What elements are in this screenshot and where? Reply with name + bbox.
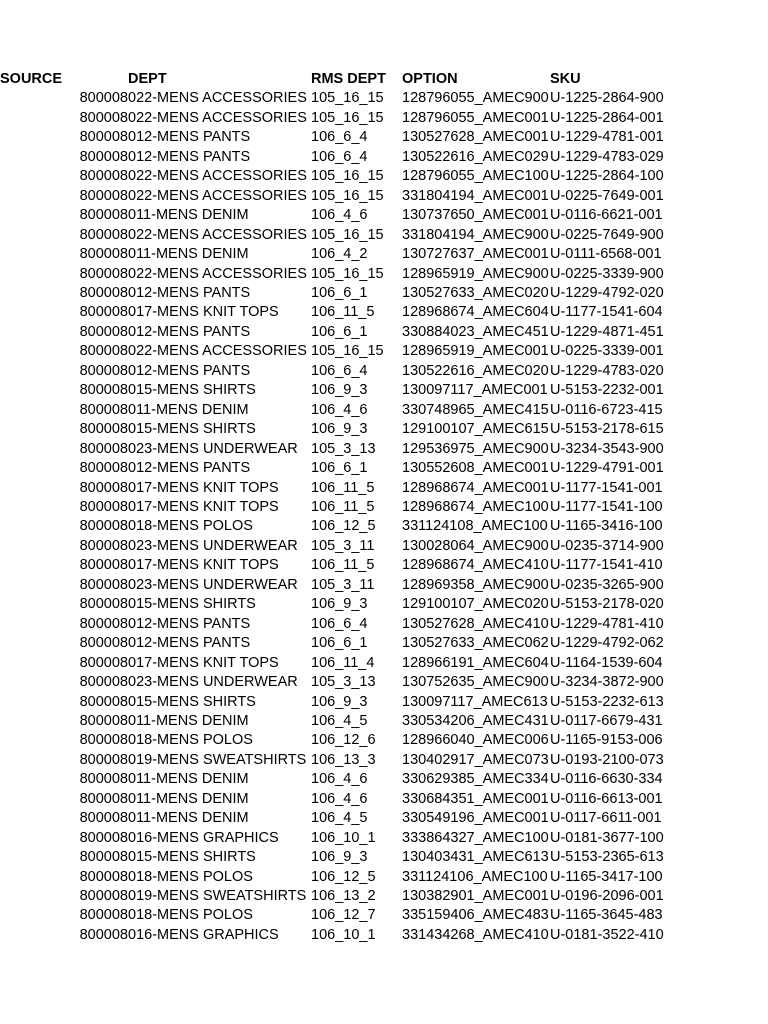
cell-rms-dept: 106_12_7 xyxy=(311,907,376,924)
table-row xyxy=(0,829,768,848)
table-row xyxy=(0,595,768,614)
table-row xyxy=(0,381,768,400)
cell-sku: U-0116-6621-001 xyxy=(550,207,663,224)
cell-sku: U-1229-4781-001 xyxy=(550,129,664,146)
cell-dept: 017-MENS KNIT TOPS xyxy=(128,479,279,496)
cell-option: 130727637_AMEC001 xyxy=(402,246,549,263)
cell-rms-dept: 105_16_15 xyxy=(311,168,384,185)
cell-rms-dept: 106_4_5 xyxy=(311,810,368,827)
cell-source: 800008 xyxy=(79,849,128,866)
cell-rms-dept: 106_4_6 xyxy=(311,401,368,418)
cell-option: 330748965_AMEC415 xyxy=(402,401,549,418)
cell-option: 331804194_AMEC900 xyxy=(402,226,549,243)
cell-option: 130752635_AMEC900 xyxy=(402,674,549,691)
cell-sku: U-0235-3714-900 xyxy=(550,537,664,554)
cell-source: 800008 xyxy=(79,382,128,399)
cell-source: 800008 xyxy=(79,888,128,905)
cell-dept: 022-MENS ACCESSORIES xyxy=(128,226,307,243)
cell-dept: 011-MENS DENIM xyxy=(128,771,249,788)
cell-source: 800008 xyxy=(79,732,128,749)
cell-option: 130527628_AMEC001 xyxy=(402,129,549,146)
table-row xyxy=(0,809,768,828)
cell-source: 800008 xyxy=(79,129,128,146)
cell-option: 128965919_AMEC900 xyxy=(402,265,549,282)
cell-source: 800008 xyxy=(79,440,128,457)
cell-rms-dept: 105_3_11 xyxy=(311,576,375,593)
cell-option: 333864327_AMEC100 xyxy=(402,829,549,846)
cell-source: 800008 xyxy=(79,109,128,126)
cell-source: 800008 xyxy=(79,168,128,185)
cell-option: 331124108_AMEC100 xyxy=(402,518,548,535)
cell-rms-dept: 106_9_3 xyxy=(311,382,368,399)
cell-dept: 011-MENS DENIM xyxy=(128,810,249,827)
table-row xyxy=(0,887,768,906)
cell-rms-dept: 106_6_4 xyxy=(311,148,368,165)
column-header-rms-dept: RMS DEPT xyxy=(311,71,386,87)
cell-rms-dept: 106_6_1 xyxy=(311,323,368,340)
cell-source: 800008 xyxy=(79,479,128,496)
cell-dept: 011-MENS DENIM xyxy=(128,207,249,224)
cell-source: 800008 xyxy=(79,246,128,263)
cell-option: 130527628_AMEC410 xyxy=(402,615,549,632)
cell-sku: U-0116-6613-001 xyxy=(550,790,663,807)
cell-dept: 017-MENS KNIT TOPS xyxy=(128,498,279,515)
cell-source: 800008 xyxy=(79,265,128,282)
table-row xyxy=(0,109,768,128)
table-row xyxy=(0,712,768,731)
cell-dept: 022-MENS ACCESSORIES xyxy=(128,187,307,204)
table-row xyxy=(0,731,768,750)
cell-source: 800008 xyxy=(79,518,128,535)
table-row xyxy=(0,556,768,575)
cell-rms-dept: 106_13_2 xyxy=(311,888,376,905)
cell-dept: 011-MENS DENIM xyxy=(128,712,249,729)
cell-rms-dept: 105_16_15 xyxy=(311,187,384,204)
cell-rms-dept: 106_4_2 xyxy=(311,246,368,263)
cell-option: 128969358_AMEC900 xyxy=(402,576,549,593)
cell-option: 129100107_AMEC020 xyxy=(402,596,549,613)
cell-rms-dept: 106_12_6 xyxy=(311,732,376,749)
cell-source: 800008 xyxy=(79,693,128,710)
cell-source: 800008 xyxy=(79,596,128,613)
table-row xyxy=(0,187,768,206)
cell-source: 800008 xyxy=(79,401,128,418)
table-row xyxy=(0,576,768,595)
cell-option: 128968674_AMEC410 xyxy=(402,557,549,574)
cell-option: 330549196_AMEC001 xyxy=(402,810,549,827)
cell-sku: U-1225-2864-900 xyxy=(550,90,664,107)
table-row xyxy=(0,848,768,867)
cell-rms-dept: 106_12_5 xyxy=(311,518,376,535)
cell-dept: 012-MENS PANTS xyxy=(128,615,251,632)
cell-source: 800008 xyxy=(79,790,128,807)
cell-sku: U-1229-4792-062 xyxy=(550,635,664,652)
cell-sku: U-5153-2232-613 xyxy=(550,693,664,710)
cell-sku: U-0181-3677-100 xyxy=(550,829,664,846)
cell-rms-dept: 106_9_3 xyxy=(311,596,368,613)
cell-dept: 011-MENS DENIM xyxy=(128,401,249,418)
cell-rms-dept: 106_12_5 xyxy=(311,868,376,885)
cell-sku: U-0235-3265-900 xyxy=(550,576,664,593)
cell-dept: 012-MENS PANTS xyxy=(128,284,251,301)
table-row xyxy=(0,342,768,361)
cell-source: 800008 xyxy=(79,207,128,224)
cell-dept: 015-MENS SHIRTS xyxy=(128,596,256,613)
table-row xyxy=(0,693,768,712)
cell-sku: U-1177-1541-001 xyxy=(550,479,663,496)
cell-dept: 022-MENS ACCESSORIES xyxy=(128,168,307,185)
cell-source: 800008 xyxy=(79,323,128,340)
cell-dept: 019-MENS SWEATSHIRTS xyxy=(128,888,307,905)
header-row xyxy=(0,70,768,89)
cell-dept: 012-MENS PANTS xyxy=(128,460,251,477)
cell-option: 130737650_AMEC001 xyxy=(402,207,549,224)
cell-rms-dept: 105_3_13 xyxy=(311,674,376,691)
table-row xyxy=(0,440,768,459)
cell-option: 128966040_AMEC006 xyxy=(402,732,549,749)
cell-option: 330884023_AMEC451 xyxy=(402,323,549,340)
table-row xyxy=(0,245,768,264)
sku-table xyxy=(0,70,768,945)
cell-source: 800008 xyxy=(79,868,128,885)
cell-rms-dept: 106_13_3 xyxy=(311,751,376,768)
cell-dept: 019-MENS SWEATSHIRTS xyxy=(128,751,307,768)
column-header-source: SOURCE xyxy=(0,71,63,87)
cell-sku: U-0225-3339-001 xyxy=(550,343,664,360)
table-body xyxy=(0,89,768,945)
cell-option: 128968674_AMEC100 xyxy=(402,498,549,515)
cell-sku: U-5153-2178-020 xyxy=(550,596,664,613)
cell-source: 800008 xyxy=(79,460,128,477)
cell-dept: 011-MENS DENIM xyxy=(128,790,249,807)
table-row xyxy=(0,906,768,925)
cell-source: 800008 xyxy=(79,557,128,574)
cell-sku: U-1225-2864-001 xyxy=(550,109,664,126)
cell-dept: 012-MENS PANTS xyxy=(128,362,251,379)
cell-rms-dept: 106_9_3 xyxy=(311,693,368,710)
cell-rms-dept: 105_16_15 xyxy=(311,90,384,107)
cell-option: 128796055_AMEC001 xyxy=(402,109,549,126)
cell-sku: U-0117-6611-001 xyxy=(550,810,662,827)
cell-option: 331124106_AMEC100 xyxy=(402,868,548,885)
cell-dept: 015-MENS SHIRTS xyxy=(128,849,256,866)
cell-option: 128968674_AMEC604 xyxy=(402,304,549,321)
table-row xyxy=(0,537,768,556)
cell-source: 800008 xyxy=(79,771,128,788)
cell-source: 800008 xyxy=(79,751,128,768)
cell-option: 128796055_AMEC900 xyxy=(402,90,549,107)
cell-sku: U-1165-3645-483 xyxy=(550,907,663,924)
table-row xyxy=(0,362,768,381)
cell-rms-dept: 105_16_15 xyxy=(311,343,384,360)
spreadsheet-page xyxy=(0,70,768,945)
cell-rms-dept: 106_6_4 xyxy=(311,362,368,379)
cell-rms-dept: 105_16_15 xyxy=(311,265,384,282)
cell-sku: U-0225-7649-001 xyxy=(550,187,664,204)
table-row xyxy=(0,401,768,420)
cell-source: 800008 xyxy=(79,148,128,165)
cell-source: 800008 xyxy=(79,635,128,652)
cell-dept: 023-MENS UNDERWEAR xyxy=(128,440,298,457)
cell-option: 128965919_AMEC001 xyxy=(402,343,549,360)
cell-sku: U-1177-1541-410 xyxy=(550,557,663,574)
cell-rms-dept: 106_9_3 xyxy=(311,849,368,866)
cell-source: 800008 xyxy=(79,498,128,515)
cell-dept: 011-MENS DENIM xyxy=(128,246,249,263)
table-row xyxy=(0,673,768,692)
cell-source: 800008 xyxy=(79,284,128,301)
cell-dept: 022-MENS ACCESSORIES xyxy=(128,109,307,126)
cell-sku: U-5153-2232-001 xyxy=(550,382,664,399)
cell-rms-dept: 105_3_13 xyxy=(311,440,376,457)
cell-option: 331434268_AMEC410 xyxy=(402,926,549,943)
cell-rms-dept: 106_6_1 xyxy=(311,460,368,477)
cell-source: 800008 xyxy=(79,421,128,438)
cell-sku: U-3234-3872-900 xyxy=(550,674,664,691)
table-row xyxy=(0,868,768,887)
cell-dept: 016-MENS GRAPHICS xyxy=(128,829,279,846)
table-row xyxy=(0,303,768,322)
cell-option: 130527633_AMEC020 xyxy=(402,284,549,301)
cell-rms-dept: 106_11_4 xyxy=(311,654,375,671)
table-row xyxy=(0,284,768,303)
cell-sku: U-1165-9153-006 xyxy=(550,732,663,749)
cell-rms-dept: 106_10_1 xyxy=(311,926,376,943)
cell-dept: 012-MENS PANTS xyxy=(128,129,251,146)
cell-sku: U-1165-3416-100 xyxy=(550,518,663,535)
cell-option: 130527633_AMEC062 xyxy=(402,635,549,652)
cell-sku: U-0116-6630-334 xyxy=(550,771,663,788)
cell-source: 800008 xyxy=(79,187,128,204)
cell-dept: 015-MENS SHIRTS xyxy=(128,421,256,438)
cell-sku: U-1229-4791-001 xyxy=(550,460,664,477)
cell-rms-dept: 106_6_1 xyxy=(311,635,368,652)
table-row xyxy=(0,498,768,517)
cell-sku: U-1229-4783-029 xyxy=(550,148,664,165)
cell-rms-dept: 106_11_5 xyxy=(311,557,375,574)
cell-option: 335159406_AMEC483 xyxy=(402,907,549,924)
cell-source: 800008 xyxy=(79,907,128,924)
table-row xyxy=(0,654,768,673)
cell-source: 800008 xyxy=(79,537,128,554)
cell-rms-dept: 106_4_6 xyxy=(311,207,368,224)
table-row xyxy=(0,167,768,186)
cell-source: 800008 xyxy=(79,810,128,827)
cell-sku: U-0117-6679-431 xyxy=(550,712,663,729)
cell-source: 800008 xyxy=(79,654,128,671)
cell-dept: 017-MENS KNIT TOPS xyxy=(128,304,279,321)
cell-dept: 018-MENS POLOS xyxy=(128,518,253,535)
cell-option: 130522616_AMEC029 xyxy=(402,148,549,165)
cell-option: 331804194_AMEC001 xyxy=(402,187,549,204)
table-row xyxy=(0,517,768,536)
cell-rms-dept: 106_4_6 xyxy=(311,790,368,807)
cell-option: 330629385_AMEC334 xyxy=(402,771,549,788)
cell-dept: 022-MENS ACCESSORIES xyxy=(128,265,307,282)
table-row xyxy=(0,751,768,770)
cell-rms-dept: 106_10_1 xyxy=(311,829,376,846)
cell-option: 130028064_AMEC900 xyxy=(402,537,549,554)
cell-sku: U-1229-4783-020 xyxy=(550,362,664,379)
cell-sku: U-0181-3522-410 xyxy=(550,926,664,943)
cell-source: 800008 xyxy=(79,926,128,943)
cell-sku: U-0116-6723-415 xyxy=(550,401,663,418)
cell-dept: 017-MENS KNIT TOPS xyxy=(128,557,279,574)
cell-sku: U-1177-1541-604 xyxy=(550,304,663,321)
cell-dept: 018-MENS POLOS xyxy=(128,868,253,885)
cell-source: 800008 xyxy=(79,615,128,632)
cell-rms-dept: 106_6_4 xyxy=(311,615,368,632)
cell-sku: U-0225-3339-900 xyxy=(550,265,664,282)
table-row xyxy=(0,615,768,634)
cell-sku: U-5153-2178-615 xyxy=(550,421,664,438)
cell-option: 130097117_AMEC001 xyxy=(402,382,548,399)
table-row xyxy=(0,926,768,945)
table-row xyxy=(0,323,768,342)
column-header-sku: SKU xyxy=(550,71,581,87)
cell-source: 800008 xyxy=(79,829,128,846)
column-header-option: OPTION xyxy=(402,71,458,87)
cell-dept: 023-MENS UNDERWEAR xyxy=(128,537,298,554)
cell-rms-dept: 106_6_1 xyxy=(311,284,368,301)
table-row xyxy=(0,265,768,284)
cell-option: 130552608_AMEC001 xyxy=(402,460,549,477)
cell-dept: 017-MENS KNIT TOPS xyxy=(128,654,279,671)
column-header-dept: DEPT xyxy=(128,71,167,87)
cell-option: 130382901_AMEC001 xyxy=(402,888,549,905)
cell-dept: 018-MENS POLOS xyxy=(128,907,253,924)
cell-dept: 015-MENS SHIRTS xyxy=(128,693,256,710)
cell-rms-dept: 105_16_15 xyxy=(311,226,384,243)
cell-option: 128968674_AMEC001 xyxy=(402,479,549,496)
cell-dept: 016-MENS GRAPHICS xyxy=(128,926,279,943)
cell-sku: U-1164-1539-604 xyxy=(550,654,663,671)
cell-option: 330534206_AMEC431 xyxy=(402,712,549,729)
cell-dept: 012-MENS PANTS xyxy=(128,323,251,340)
cell-sku: U-1229-4781-410 xyxy=(550,615,664,632)
cell-sku: U-1225-2864-100 xyxy=(550,168,664,185)
cell-option: 130402917_AMEC073 xyxy=(402,751,549,768)
cell-dept: 022-MENS ACCESSORIES xyxy=(128,343,307,360)
cell-rms-dept: 106_4_5 xyxy=(311,712,368,729)
cell-rms-dept: 105_3_11 xyxy=(311,537,375,554)
cell-dept: 018-MENS POLOS xyxy=(128,732,253,749)
cell-dept: 023-MENS UNDERWEAR xyxy=(128,576,298,593)
cell-rms-dept: 106_11_5 xyxy=(311,498,375,515)
table-row xyxy=(0,89,768,108)
cell-dept: 022-MENS ACCESSORIES xyxy=(128,90,307,107)
cell-dept: 012-MENS PANTS xyxy=(128,148,251,165)
cell-source: 800008 xyxy=(79,674,128,691)
cell-option: 128966191_AMEC604 xyxy=(402,654,549,671)
cell-option: 130097117_AMEC613 xyxy=(402,693,548,710)
cell-sku: U-3234-3543-900 xyxy=(550,440,664,457)
cell-rms-dept: 106_9_3 xyxy=(311,421,368,438)
table-row xyxy=(0,420,768,439)
cell-option: 130403431_AMEC613 xyxy=(402,849,549,866)
cell-sku: U-0196-2096-001 xyxy=(550,888,664,905)
cell-dept: 023-MENS UNDERWEAR xyxy=(128,674,298,691)
cell-sku: U-0111-6568-001 xyxy=(550,246,662,263)
cell-option: 128796055_AMEC100 xyxy=(402,168,549,185)
cell-source: 800008 xyxy=(79,576,128,593)
table-row xyxy=(0,459,768,478)
cell-source: 800008 xyxy=(79,712,128,729)
cell-sku: U-0193-2100-073 xyxy=(550,751,664,768)
cell-sku: U-1229-4792-020 xyxy=(550,284,664,301)
cell-sku: U-1177-1541-100 xyxy=(550,498,663,515)
table-row xyxy=(0,634,768,653)
cell-sku: U-5153-2365-613 xyxy=(550,849,664,866)
cell-option: 330684351_AMEC001 xyxy=(402,790,549,807)
cell-rms-dept: 106_11_5 xyxy=(311,479,375,496)
cell-dept: 015-MENS SHIRTS xyxy=(128,382,256,399)
table-row xyxy=(0,206,768,225)
table-row xyxy=(0,148,768,167)
table-row xyxy=(0,128,768,147)
table-row xyxy=(0,479,768,498)
cell-rms-dept: 106_4_6 xyxy=(311,771,368,788)
cell-option: 129100107_AMEC615 xyxy=(402,421,549,438)
cell-option: 129536975_AMEC900 xyxy=(402,440,549,457)
cell-sku: U-1165-3417-100 xyxy=(550,868,663,885)
cell-source: 800008 xyxy=(79,304,128,321)
cell-rms-dept: 106_11_5 xyxy=(311,304,375,321)
cell-rms-dept: 105_16_15 xyxy=(311,109,384,126)
cell-rms-dept: 106_6_4 xyxy=(311,129,368,146)
cell-source: 800008 xyxy=(79,362,128,379)
cell-source: 800008 xyxy=(79,343,128,360)
table-row xyxy=(0,770,768,789)
cell-source: 800008 xyxy=(79,226,128,243)
cell-option: 130522616_AMEC020 xyxy=(402,362,549,379)
cell-dept: 012-MENS PANTS xyxy=(128,635,251,652)
cell-source: 800008 xyxy=(79,90,128,107)
table-row xyxy=(0,790,768,809)
cell-sku: U-0225-7649-900 xyxy=(550,226,664,243)
cell-sku: U-1229-4871-451 xyxy=(550,323,664,340)
table-row xyxy=(0,226,768,245)
